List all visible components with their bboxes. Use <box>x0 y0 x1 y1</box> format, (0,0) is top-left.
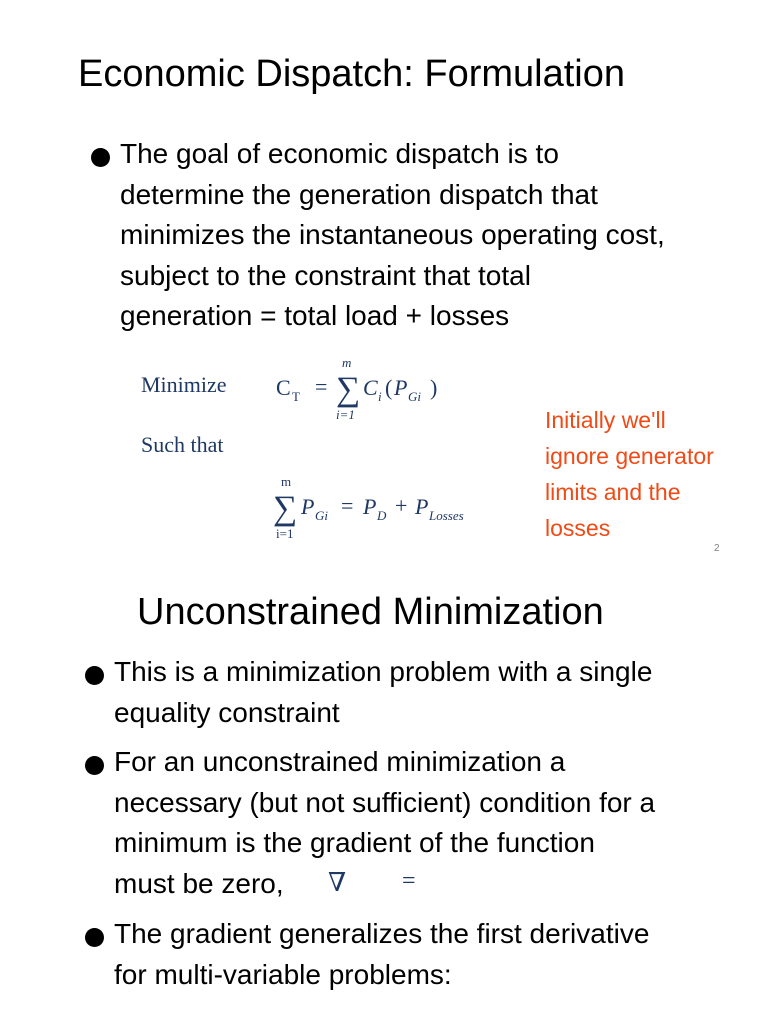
bullet-line: necessary (but not sufficient) condition for a <box>114 786 656 818</box>
bullet-dot-icon <box>91 148 110 167</box>
note-line: limits and the <box>545 479 681 505</box>
gradient-nabla-symbol: ∇ <box>328 868 347 897</box>
eq-balance-rhs2-sub: Losses <box>429 508 464 523</box>
bullet-line: minimizes the instantaneous operating cost, <box>120 219 665 250</box>
eq-balance-term-sub: Gi <box>315 508 328 523</box>
slide-title-unconstrained-minimization: Unconstrained Minimization <box>137 591 604 633</box>
eq-cost-sum-lower: i=1 <box>336 407 355 422</box>
eq-cost-arg-open: ( <box>385 375 393 400</box>
minimize-label: Minimize <box>141 372 227 397</box>
eq-balance-sum-symbol: ∑ <box>273 490 298 527</box>
eq-cost-lhs: C <box>276 375 291 400</box>
bullet-line: must be zero, <box>114 867 284 899</box>
eq-balance-equals: = <box>341 493 354 518</box>
note-line: Initially we'll <box>545 407 666 433</box>
eq-cost-equals: = <box>315 374 328 399</box>
eq-cost-arg-close: ) <box>430 375 438 400</box>
bullet-dot-icon <box>85 666 104 685</box>
eq-cost-lhs-sub: T <box>292 389 300 404</box>
bullet-line: generation = total load + losses <box>120 300 510 331</box>
eq-cost-sum-symbol: ∑ <box>336 371 361 408</box>
bullet-line: determine the generation dispatch that <box>120 178 598 210</box>
bullet-line: This is a minimization problem with a single <box>114 656 653 687</box>
eq-balance-rhs1-sub: D <box>377 508 387 523</box>
note-line: losses <box>545 515 611 541</box>
eq-cost-arg: P <box>394 375 408 400</box>
bullet-dot-icon <box>85 928 104 947</box>
bullet-minimization-problem <box>85 652 725 733</box>
note-line: ignore generator <box>545 443 714 469</box>
balance-equation <box>270 474 490 544</box>
bullet-gradient-generalizes <box>85 914 725 995</box>
eq-cost-arg-sub: Gi <box>408 389 421 404</box>
cost-equation <box>272 356 462 426</box>
bullet-line: for multi-variable problems: <box>114 958 452 990</box>
eq-balance-rhs2: P <box>415 494 429 519</box>
bullet-line: The goal of economic dispatch is to <box>120 138 559 169</box>
eq-cost-sum-upper: m <box>342 355 352 370</box>
bullet-text <box>120 134 731 337</box>
gradient-equals-symbol: = <box>402 868 416 894</box>
eq-balance-sum-lower: i=1 <box>276 526 294 541</box>
bullet-line: subject to the constraint that total <box>120 259 531 291</box>
eq-balance-plus: + <box>395 493 408 518</box>
bullet-text <box>114 742 725 904</box>
bullet-dot-icon <box>85 756 104 775</box>
bullet-line: minimum is the gradient of the function <box>114 827 595 858</box>
eq-cost-func: C <box>363 375 378 400</box>
bullet-text <box>114 652 725 733</box>
bullet-line: equality constraint <box>114 696 340 728</box>
bullet-line: The gradient generalizes the first derivative <box>114 918 650 949</box>
eq-cost-func-sub: i <box>378 389 382 404</box>
such-that-label: Such that <box>141 432 224 457</box>
page-number: 2 <box>714 543 720 554</box>
note-ignore-limits <box>545 402 760 546</box>
bullet-line: For an unconstrained minimization a <box>114 746 566 777</box>
bullet-text <box>114 914 725 995</box>
eq-balance-rhs1: P <box>363 494 377 519</box>
bullet-goal-of-dispatch <box>91 134 731 337</box>
eq-balance-sum-upper: m <box>281 474 292 489</box>
slide-title-economic-dispatch: Economic Dispatch: Formulation <box>78 53 625 95</box>
eq-balance-term: P <box>301 494 315 519</box>
